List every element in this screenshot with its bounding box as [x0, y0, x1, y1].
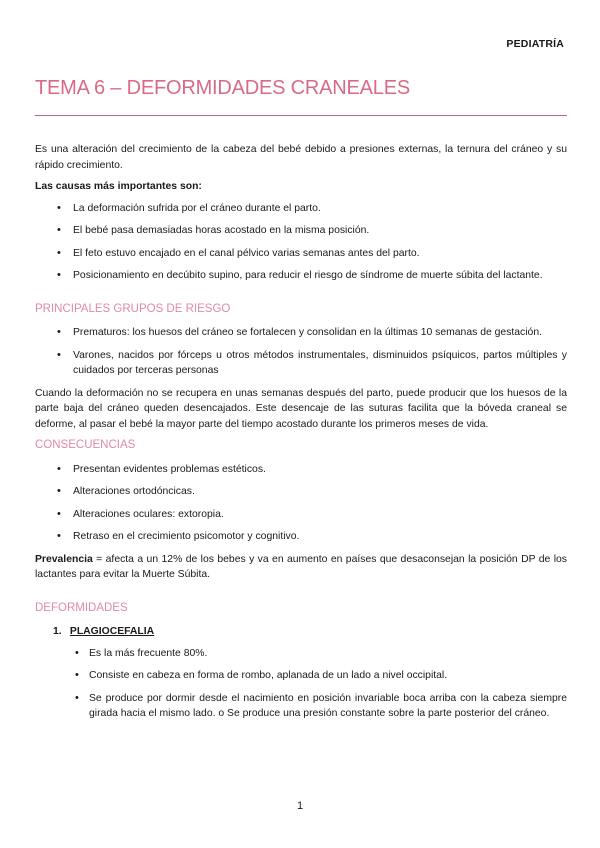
causes-list: [35, 201, 567, 284]
deformity-items: [35, 646, 567, 722]
list-item: • Retraso en el crecimiento psicomotor y cognitivo.: [35, 529, 567, 545]
list-item: • Es la más frecuente 80%.: [35, 646, 567, 662]
deformity-heading: [35, 624, 567, 640]
section-heading-deformities: DEFORMIDADES: [35, 601, 128, 614]
list-item: • Posicionamiento en decúbito supino, para reducir el riesgo de síndrome de muerte súbita del lactante.: [35, 268, 567, 284]
consequences-list: [35, 462, 567, 545]
list-item: • Varones, nacidos por fórceps u otros métodos instrumentales, disminuidos psíquicos, partos múltiples y cuidados por terceras personas: [35, 348, 567, 379]
risk-list: [35, 325, 567, 379]
running-header: PEDIATRÍA: [506, 38, 564, 50]
list-item: • Presentan evidentes problemas estéticos.: [35, 462, 567, 478]
page-number: 1: [296, 800, 304, 812]
list-item: • El bebé pasa demasiadas horas acostado en la misma posición.: [35, 223, 567, 239]
deformity-name: PLAGIOCEFALIA: [69, 626, 155, 637]
causes-heading: Las causas más importantes son:: [35, 181, 202, 192]
main-content: [35, 142, 567, 729]
deformity-number: 1.: [53, 626, 62, 637]
list-item: • Alteraciones ortodóncicas.: [35, 484, 567, 500]
section-heading-consequences: CONSECUENCIAS: [35, 439, 136, 451]
title-divider: [35, 115, 567, 116]
intro-paragraph: Es una alteración del crecimiento de la cabeza del bebé debido a presiones externas, la ternura del cráneo y su rápido crecimiento.: [35, 144, 567, 171]
prevalence-label: Prevalencia: [35, 553, 93, 565]
risk-paragraph: Cuando la deformación no se recupera en unas semanas después del parto, puede producir que los huesos de la parte baja del cráneo queden desencajados. Este desencaje de las suturas facilita que la bóveda craneal se deforme, al pasar el bebé la mayor parte del tiempo acostado durante los primeros meses de vida.: [35, 387, 567, 430]
list-item: • La deformación sufrida por el cráneo durante el parto.: [35, 201, 567, 217]
list-item: • El feto estuvo encajado en el canal pélvico varias semanas antes del parto.: [35, 246, 567, 262]
list-item: • Se produce por dormir desde el nacimiento en posición invariable boca arriba con la cabeza siempre girada hacia el mismo lado. o Se produce una presión constante sobre la parte posterior del cráneo.: [35, 691, 567, 722]
section-heading-risk: PRINCIPALES GRUPOS DE RIESGO: [35, 302, 231, 315]
list-item: • Consiste en cabeza en forma de rombo, aplanada de un lado a nivel occipital.: [35, 668, 567, 684]
list-item: • Alteraciones oculares: extoropia.: [35, 507, 567, 523]
prevalence-paragraph: [35, 552, 567, 583]
prevalence-text: = afecta a un 12% de los bebes y va en aumento en países que desaconsejan la posición DP de los lactantes para evitar la Muerte Súbita.: [35, 553, 567, 580]
list-item: • Prematuros: los huesos del cráneo se fortalecen y consolidan en la últimas 10 semanas de gestación.: [35, 325, 567, 341]
page-title: TEMA 6 – DEFORMIDADES CRANEALES: [35, 77, 411, 99]
